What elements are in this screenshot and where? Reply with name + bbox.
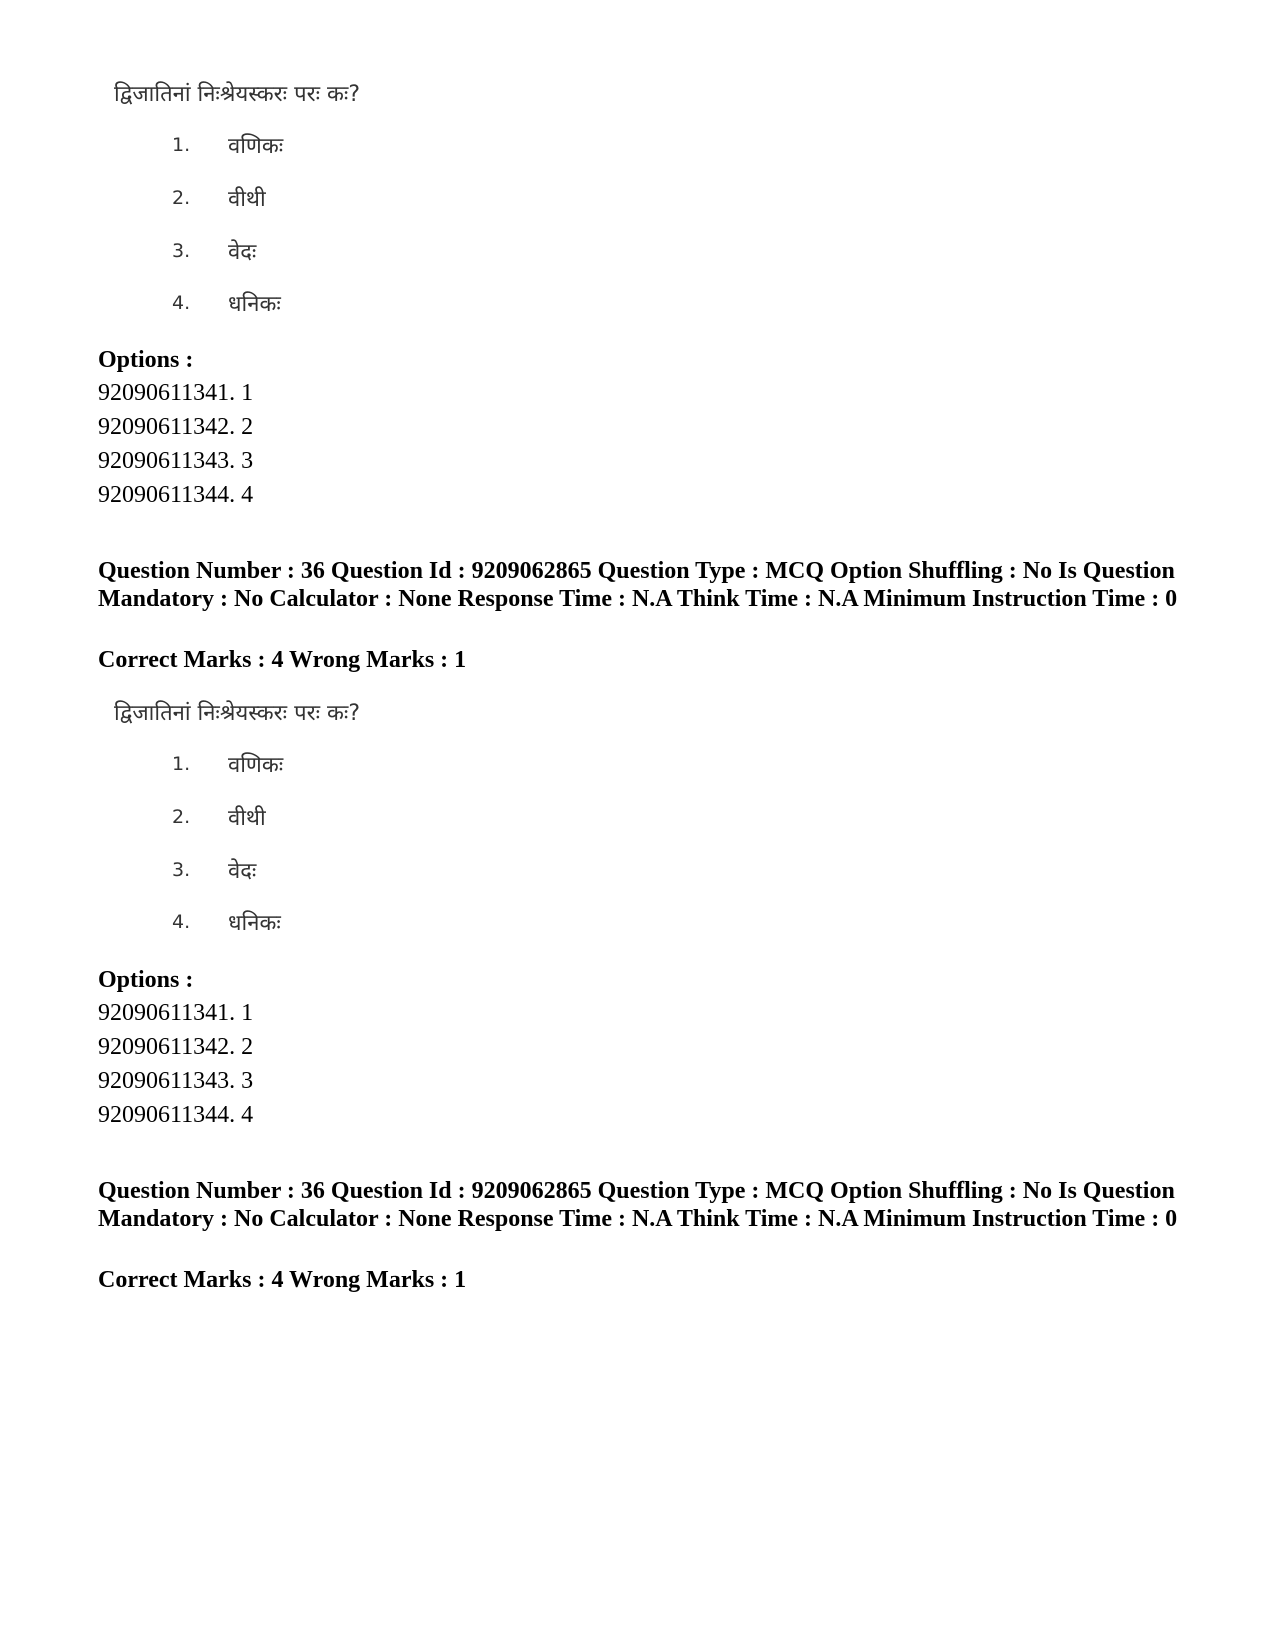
choice-number: 1. [172,753,191,775]
choice-text: धनिकः [228,911,281,936]
option-row: 92090611343. 3 [98,1068,254,1094]
question-meta: Question Number : 36 Question Id : 9209062865 Question Type : MCQ Option Shuffling : No Is Question Mandatory : No Calculator : None Response Time : N.A Think Time : N.A Minimum Instruction Time : 0 [98,558,1178,612]
option-row: 92090611342. 2 [98,1034,254,1060]
choice-number: 4. [172,292,191,314]
marks-line: Correct Marks : 4 Wrong Marks : 1 [98,1267,467,1293]
choice-number: 1. [172,134,191,156]
question-image [100,697,660,947]
choice-text: वणिकः [228,134,284,159]
option-row: 92090611344. 4 [98,482,254,508]
question-image [100,78,660,328]
choice-number: 2. [172,187,191,209]
option-row: 92090611341. 1 [98,1000,254,1026]
choice-number: 3. [172,240,191,262]
option-row: 92090611342. 2 [98,414,254,440]
choice-text: वणिकः [228,753,284,778]
choice-text: वेदः [228,859,257,884]
marks-line: Correct Marks : 4 Wrong Marks : 1 [98,647,467,673]
option-row: 92090611343. 3 [98,448,254,474]
options-label: Options : [98,347,194,373]
choice-number: 4. [172,911,191,933]
question-stem: द्विजातिनां निःश्रेयस्करः परः कः? [114,701,361,726]
options-label: Options : [98,967,194,993]
choice-text: वेदः [228,240,257,265]
option-row: 92090611344. 4 [98,1102,254,1128]
choice-text: वीथी [228,187,266,212]
option-row: 92090611341. 1 [98,380,254,406]
question-meta: Question Number : 36 Question Id : 9209062865 Question Type : MCQ Option Shuffling : No Is Question Mandatory : No Calculator : None Response Time : N.A Think Time : N.A Minimum Instruction Time : 0 [98,1178,1178,1232]
choice-number: 3. [172,859,191,881]
question-stem: द्विजातिनां निःश्रेयस्करः परः कः? [114,82,361,107]
choice-number: 2. [172,806,191,828]
choice-text: धनिकः [228,292,281,317]
choice-text: वीथी [228,806,266,831]
